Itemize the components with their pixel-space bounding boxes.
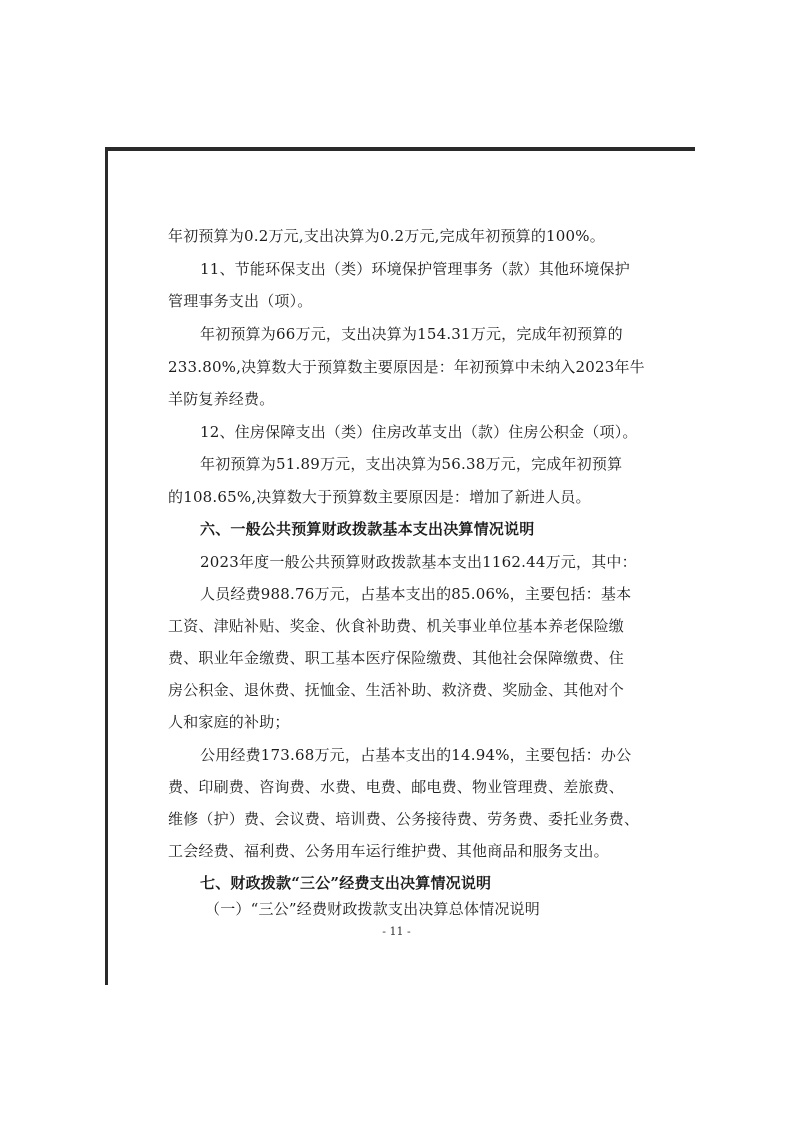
paragraph-line: 费、印刷费、咨询费、水费、电费、邮电费、物业管理费、差旅费、 — [168, 778, 625, 796]
paragraph-line: 工资、津贴补贴、奖金、伙食补助费、机关事业单位基本养老保险缴 — [168, 617, 625, 635]
paragraph-line: 233.80%,决算数大于预算数主要原因是：年初预算中未纳入2023年牛 — [168, 358, 645, 376]
paragraph-line: 羊防复养经费。 — [168, 390, 275, 408]
paragraph-line: 费、职业年金缴费、职工基本医疗保险缴费、其他社会保障缴费、住 — [168, 649, 625, 667]
paragraph-line: 人和家庭的补助； — [168, 713, 290, 731]
paragraph-line: 年初预算为0.2万元,支出决算为0.2万元,完成年初预算的100%。 — [168, 227, 605, 245]
paragraph-line: 的108.65%,决算数大于预算数主要原因是：增加了新进人员。 — [168, 488, 591, 506]
paragraph-line: 工会经费、福利费、公务用车运行维护费、其他商品和服务支出。 — [168, 842, 609, 860]
paragraph-line: 12、住房保障支出（类）住房改革支出（款）住房公积金（项）。 — [200, 423, 638, 441]
paragraph-line: 年初预算为66万元，支出决算为154.31万元，完成年初预算的 — [200, 325, 623, 343]
section-heading: 六、一般公共预算财政拨款基本支出决算情况说明 — [200, 520, 535, 538]
page-number: - 11 - — [382, 925, 411, 938]
paragraph-line: 人员经费988.76万元，占基本支出的85.06%，主要包括：基本 — [200, 585, 632, 603]
paragraph-line: 维修（护）费、会议费、培训费、公务接待费、劳务费、委托业务费、 — [168, 810, 640, 828]
paragraph-line: 2023年度一般公共预算财政拨款基本支出1162.44万元，其中： — [200, 553, 637, 571]
paragraph-line: 11、节能环保支出（类）环境保护管理事务（款）其他环境保护 — [200, 260, 630, 278]
paragraph-line: 管理事务支出（项）。 — [168, 292, 313, 310]
subsection-heading: （一）“三公”经费财政拨款支出决算总体情况说明 — [205, 900, 540, 918]
section-heading: 七、财政拨款“三公”经费支出决算情况说明 — [200, 874, 492, 892]
paragraph-line: 年初预算为51.89万元，支出决算为56.38万元，完成年初预算 — [200, 455, 623, 473]
paragraph-line: 房公积金、退休费、抚恤金、生活补助、救济费、奖励金、其他对个 — [168, 681, 625, 699]
paragraph-line: 公用经费173.68万元，占基本支出的14.94%，主要包括：办公 — [200, 746, 632, 764]
